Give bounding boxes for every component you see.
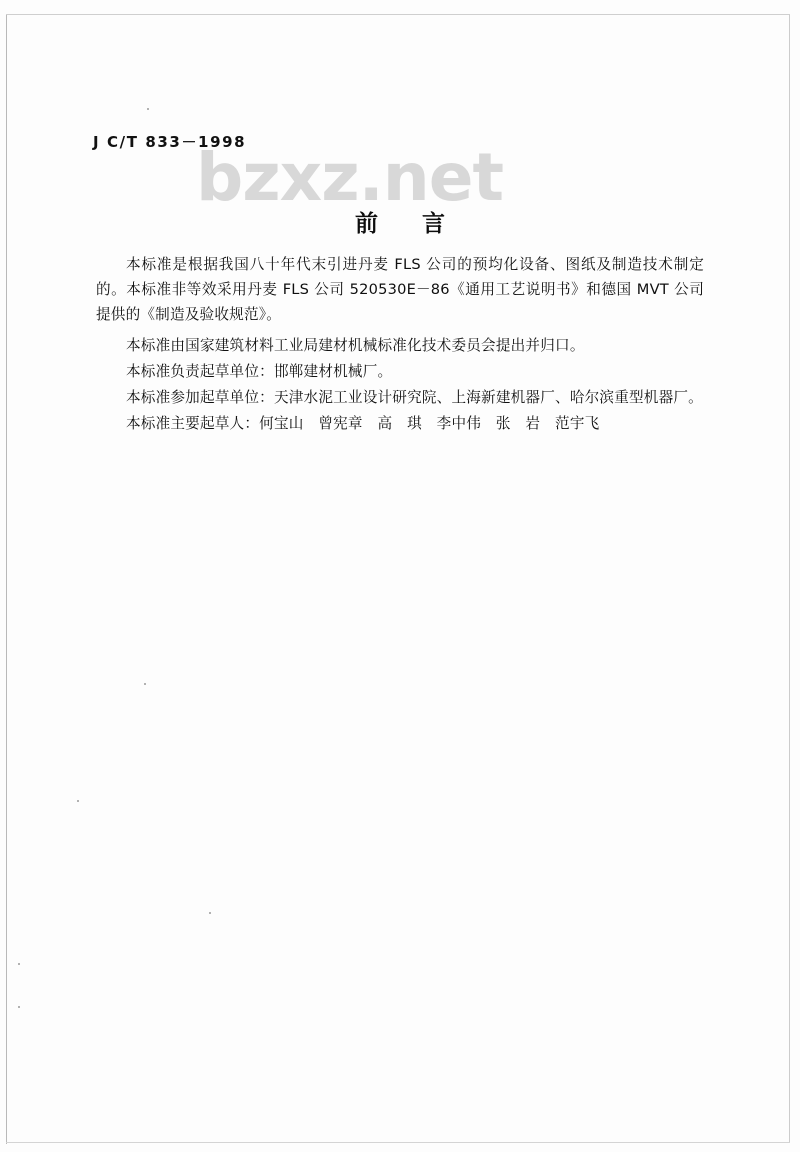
page-border-bottom (6, 1142, 790, 1143)
paragraph: 本标准参加起草单位：天津水泥工业设计研究院、上海新建机器厂、哈尔滨重型机器厂。 (126, 389, 703, 406)
scan-speckle (144, 683, 146, 685)
scan-speckle (77, 800, 79, 802)
page-title: 前 言 (354, 211, 463, 237)
scan-speckle (18, 1006, 20, 1008)
paragraph: 本标准负责起草单位：邯郸建材机械厂。 (126, 363, 393, 380)
page-border-top (6, 14, 790, 15)
scan-speckle (147, 108, 149, 110)
scan-speckle (209, 912, 211, 914)
paragraph: 本标准由国家建筑材料工业局建材机械标准化技术委员会提出并归口。 (126, 337, 585, 354)
page-border-left (6, 14, 7, 1144)
paragraph: 本标准主要起草人：何宝山 曾宪章 高 琪 李中伟 张 岩 范宇飞 (126, 415, 600, 432)
foreword-body (96, 252, 704, 437)
paragraph: 本标准是根据我国八十年代末引进丹麦 FLS 公司的预均化设备、图纸及制造技术制定的。本标准非等效采用丹麦 FLS 公司 520530E－86《通用工艺说明书》和德国 MVT 公司提供的《制造及验收规范》。 (96, 256, 704, 323)
watermark-text: bzxz.net (196, 139, 504, 216)
standard-number: J C/T 833－1998 (93, 133, 247, 151)
page-border-right (789, 14, 790, 1142)
scan-speckle (18, 963, 20, 965)
